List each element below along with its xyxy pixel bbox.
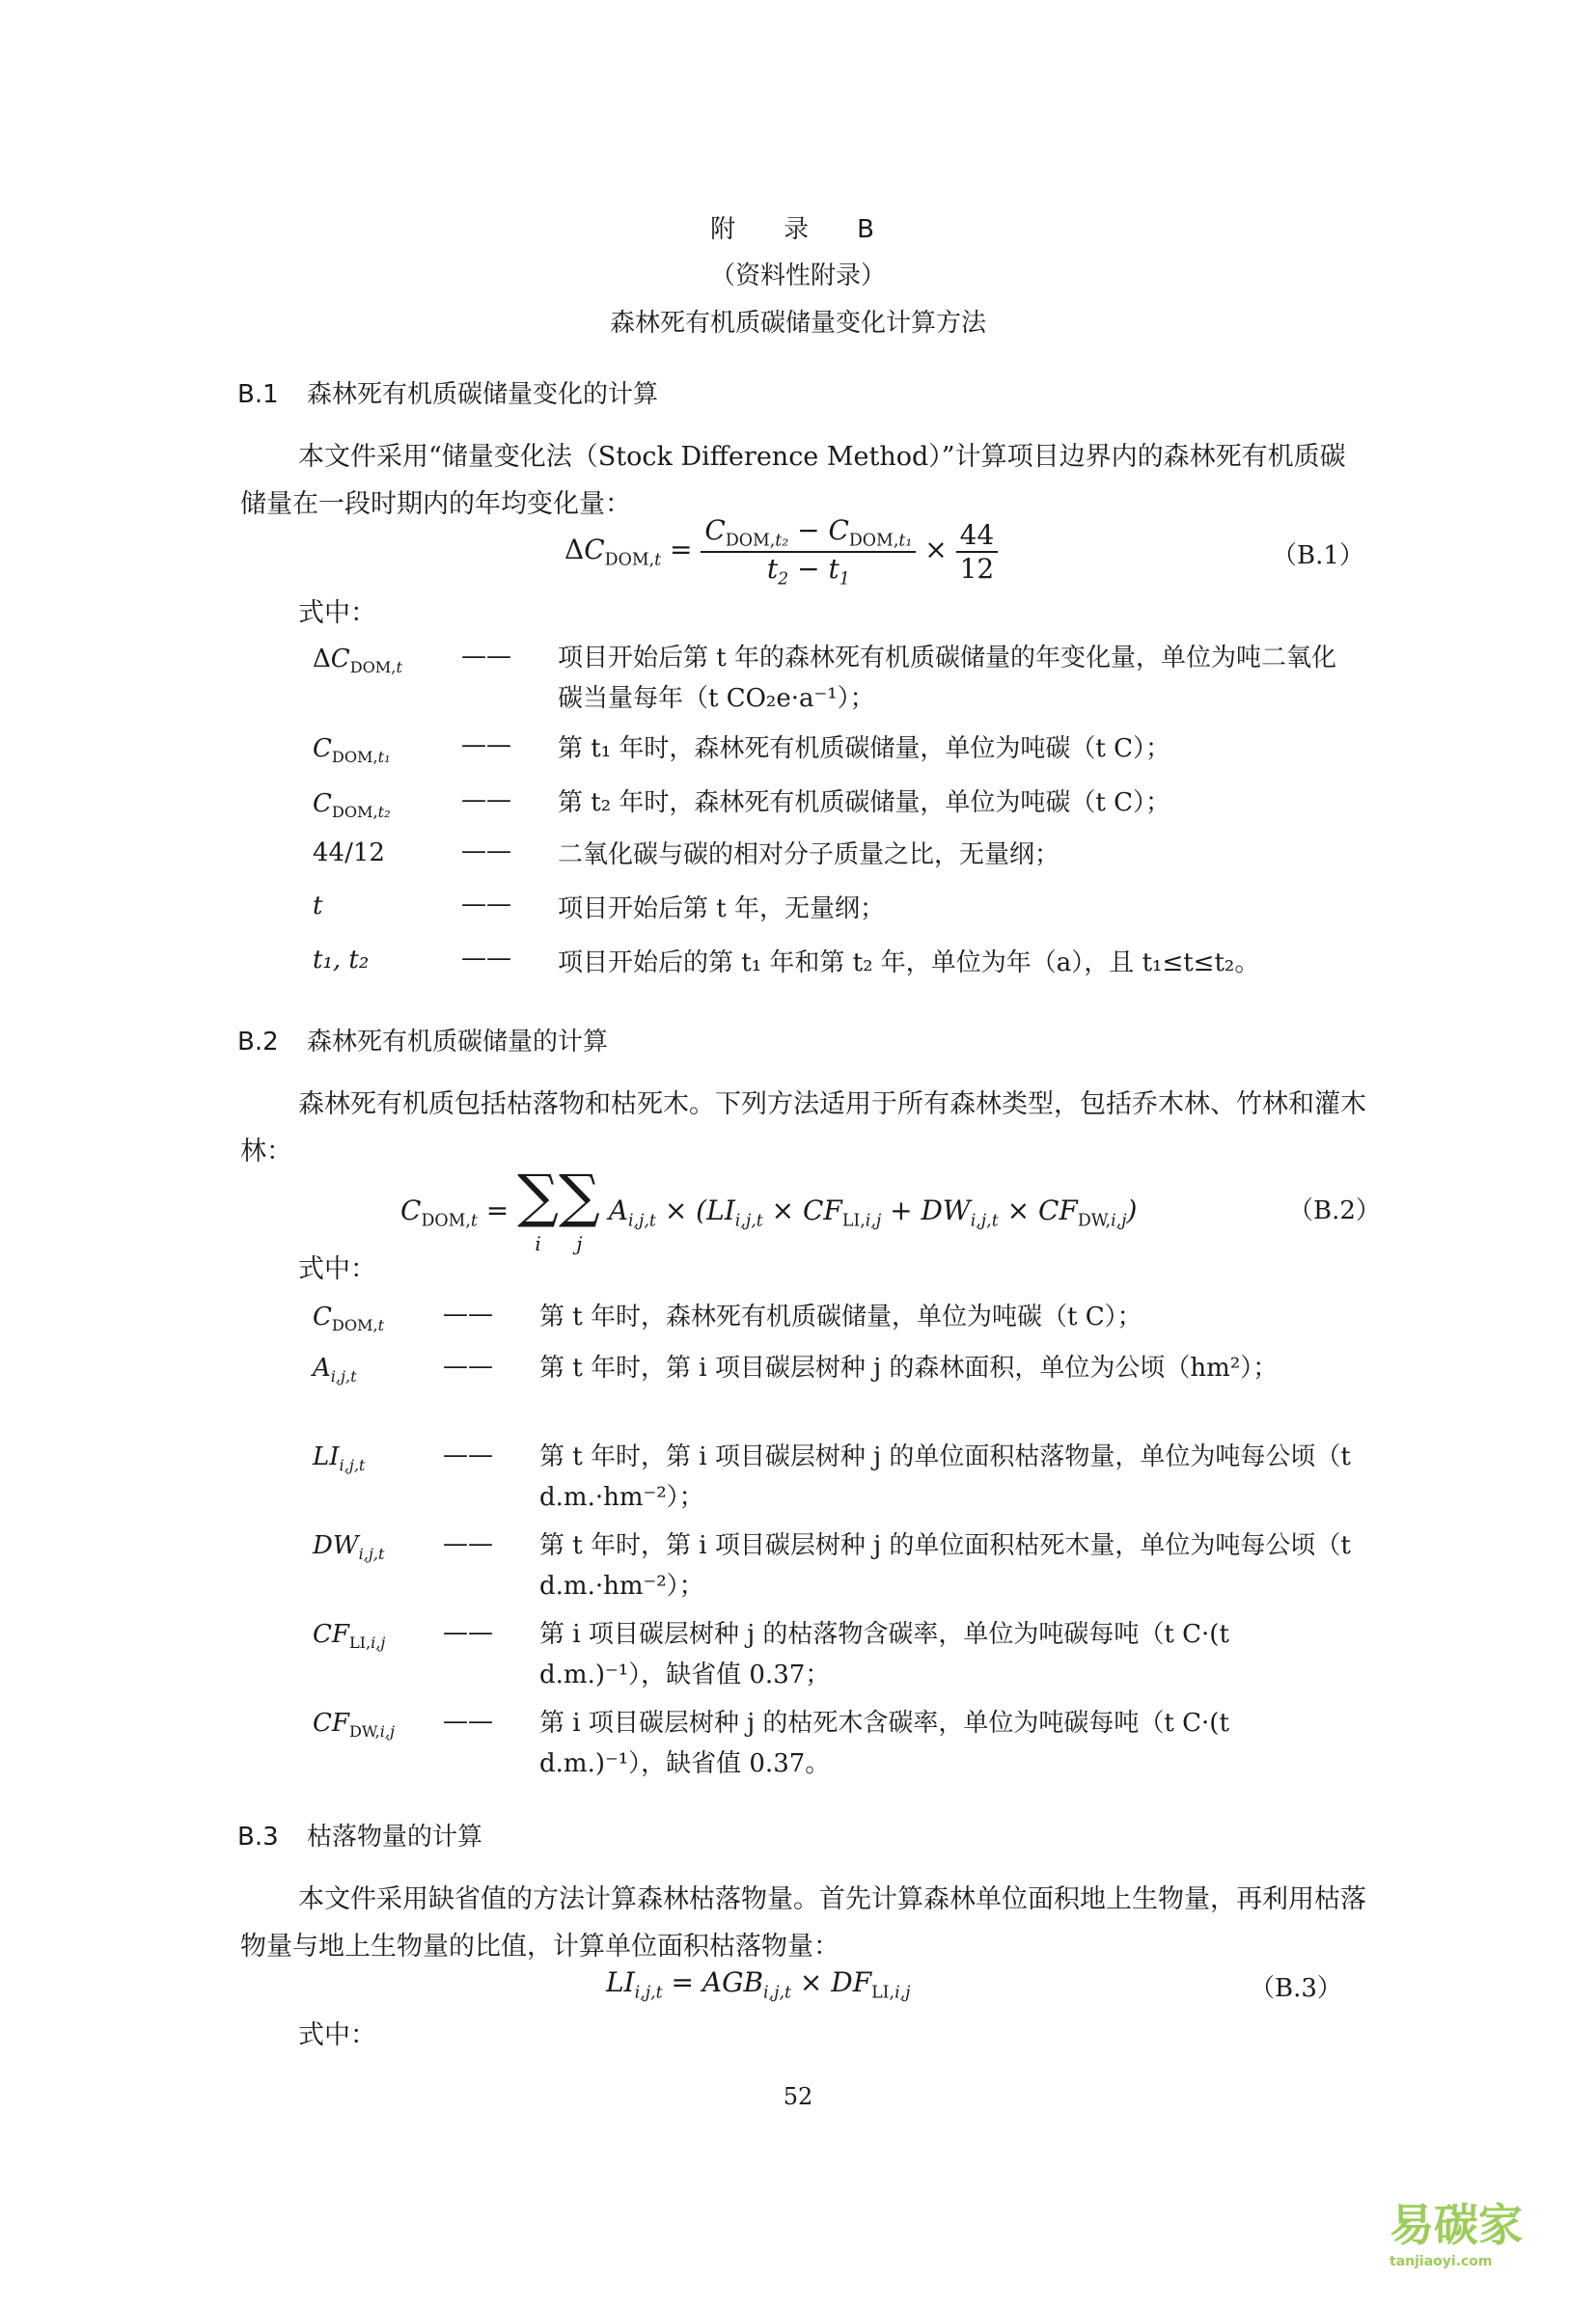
appendix-subtitle: （资料性附录） xyxy=(709,261,886,290)
dash: —— xyxy=(461,642,511,671)
dash: —— xyxy=(461,785,511,814)
symbol-t1-t2: t₁, t₂ xyxy=(313,946,370,975)
section-b2-heading xyxy=(237,1022,608,1057)
section-b3-heading xyxy=(237,1817,482,1853)
where-label: 式中： xyxy=(298,2020,376,2050)
equation-b2: $C_{DOM,t}$ = ∑ i∑ j $A_{i,j,t} \times (LI_{i,j,t} \times CF_{LI,i,j} + DW_{i,j,t} \times CF_{DW,i,j})$ xyxy=(400,1163,1138,1255)
symbol-t: t xyxy=(313,892,323,920)
dash: —— xyxy=(461,730,511,759)
definition: 第 t₂ 年时，森林死有机质碳储量，单位为吨碳（t C）； xyxy=(558,788,1171,817)
symbol-delta-cdom: $\Delta C_{DOM,t}$ xyxy=(313,645,402,677)
dash: —— xyxy=(461,837,511,865)
page-number: 52 xyxy=(783,2083,813,2110)
definition: 项目开始后第 t 年，无量纲； xyxy=(558,894,885,923)
dash: —— xyxy=(443,1441,493,1469)
definition: 项目开始后的第 t₁ 年和第 t₂ 年，单位为年（a），且 t₁≤t≤t₂。 xyxy=(558,948,1260,977)
equation-b1: $\Delta C_{DOM,t}$ = $\frac{C_{DOM,t_2} - C_{DOM,t_1}}{t_2 - t_1}$ × $\frac{44}{12}$ xyxy=(564,514,998,589)
definition: 第 t₁ 年时，森林死有机质碳储量，单位为吨碳（t C）； xyxy=(558,734,1171,763)
definition: 第 i 项目碳层树种 j 的枯落物含碳率，单位为吨碳每吨（t C·(t d.m.)⁻¹），缺省值 0.37； xyxy=(539,1620,1229,1689)
where-label: 式中： xyxy=(298,1254,376,1284)
dash: —— xyxy=(443,1529,493,1558)
symbol-li: $LI_{i,j,t}$ xyxy=(313,1442,366,1475)
section-title: 森林死有机质碳储量的计算 xyxy=(307,1028,609,1057)
where-label: 式中： xyxy=(298,598,376,628)
watermark-logo xyxy=(1390,2190,1596,2306)
section-b1-heading xyxy=(237,374,658,410)
definition: 第 t 年时，森林死有机质碳储量，单位为吨碳（t C）； xyxy=(539,1303,1142,1331)
section-number: B.3 xyxy=(237,1823,279,1852)
section-b3-paragraph: 本文件采用缺省值的方法计算森林枯落物量。首先计算森林单位面积地上生物量，再利用枯落物量与地上生物量的比值，计算单位面积枯落物量： xyxy=(240,1884,1366,1962)
section-number: B.2 xyxy=(237,1028,279,1057)
symbol-cdom-t2: $C_{DOM,t_2}$ xyxy=(313,789,391,822)
symbol-dw: $DW_{i,j,t}$ xyxy=(313,1531,385,1564)
definition: 二氧化碳与碳的相对分子质量之比，无量纲； xyxy=(558,840,1060,869)
section-number: B.1 xyxy=(237,380,279,409)
equation-number-b1: （B.1） xyxy=(1272,541,1364,570)
appendix-title: 附 录 B xyxy=(710,215,886,244)
equation-b3: $LI_{i,j,t} = AGB_{i,j,t} \times DF_{LI,i,j}$ xyxy=(606,1966,911,2003)
watermark-domain: tanjiaoyi.com xyxy=(1390,2254,1493,2269)
section-title: 森林死有机质碳储量变化的计算 xyxy=(307,380,659,409)
symbol-a: $A_{i,j,t}$ xyxy=(313,1354,357,1386)
definition: 第 t 年时，第 i 项目碳层树种 j 的单位面积枯死木量，单位为吨每公顷（t d.m.·hm⁻²）； xyxy=(539,1531,1351,1601)
symbol-ratio: 44/12 xyxy=(313,838,385,867)
equation-number-b2: （B.2） xyxy=(1288,1196,1381,1225)
section-b1-paragraph: 本文件采用“储量变化法（Stock Difference Method）”计算项目边界内的森林死有机质碳储量在一段时期内的年均变化量： xyxy=(240,442,1346,519)
section-b2-paragraph: 森林死有机质包括枯落物和枯死木。下列方法适用于所有森林类型，包括乔木林、竹林和灌木林： xyxy=(240,1089,1366,1167)
dash: —— xyxy=(461,890,511,919)
dash: —— xyxy=(443,1300,493,1329)
dash: —— xyxy=(443,1707,493,1736)
definition: 第 t 年时，第 i 项目碳层树种 j 的单位面积枯落物量，单位为吨每公顷（t d.m.·hm⁻²）； xyxy=(539,1442,1351,1512)
dash: —— xyxy=(443,1352,493,1381)
dash: —— xyxy=(443,1618,493,1647)
section-title: 枯落物量的计算 xyxy=(307,1823,483,1852)
definition: 项目开始后第 t 年的森林死有机质碳储量的年变化量，单位为吨二氧化碳当量每年（t CO₂e·a⁻¹）； xyxy=(558,644,1336,713)
appendix-heading: 森林死有机质碳储量变化计算方法 xyxy=(609,309,986,338)
watermark-brand: 易碳家 xyxy=(1390,2199,1523,2251)
symbol-cdom-t: $C_{DOM,t}$ xyxy=(313,1303,385,1335)
symbol-cf-li: $CF_{LI,i,j}$ xyxy=(313,1620,386,1653)
symbol-cf-dw: $CF_{DW,i,j}$ xyxy=(313,1709,395,1742)
definition: 第 i 项目碳层树种 j 的枯死木含碳率，单位为吨碳每吨（t C·(t d.m.)⁻¹），缺省值 0.37。 xyxy=(539,1709,1229,1778)
dash: —— xyxy=(461,944,511,973)
equation-number-b3: （B.3） xyxy=(1250,1974,1342,2003)
definition: 第 t 年时，第 i 项目碳层树种 j 的森林面积，单位为公顷（hm²）； xyxy=(539,1354,1279,1383)
symbol-cdom-t1: $C_{DOM,t_1}$ xyxy=(313,734,391,767)
